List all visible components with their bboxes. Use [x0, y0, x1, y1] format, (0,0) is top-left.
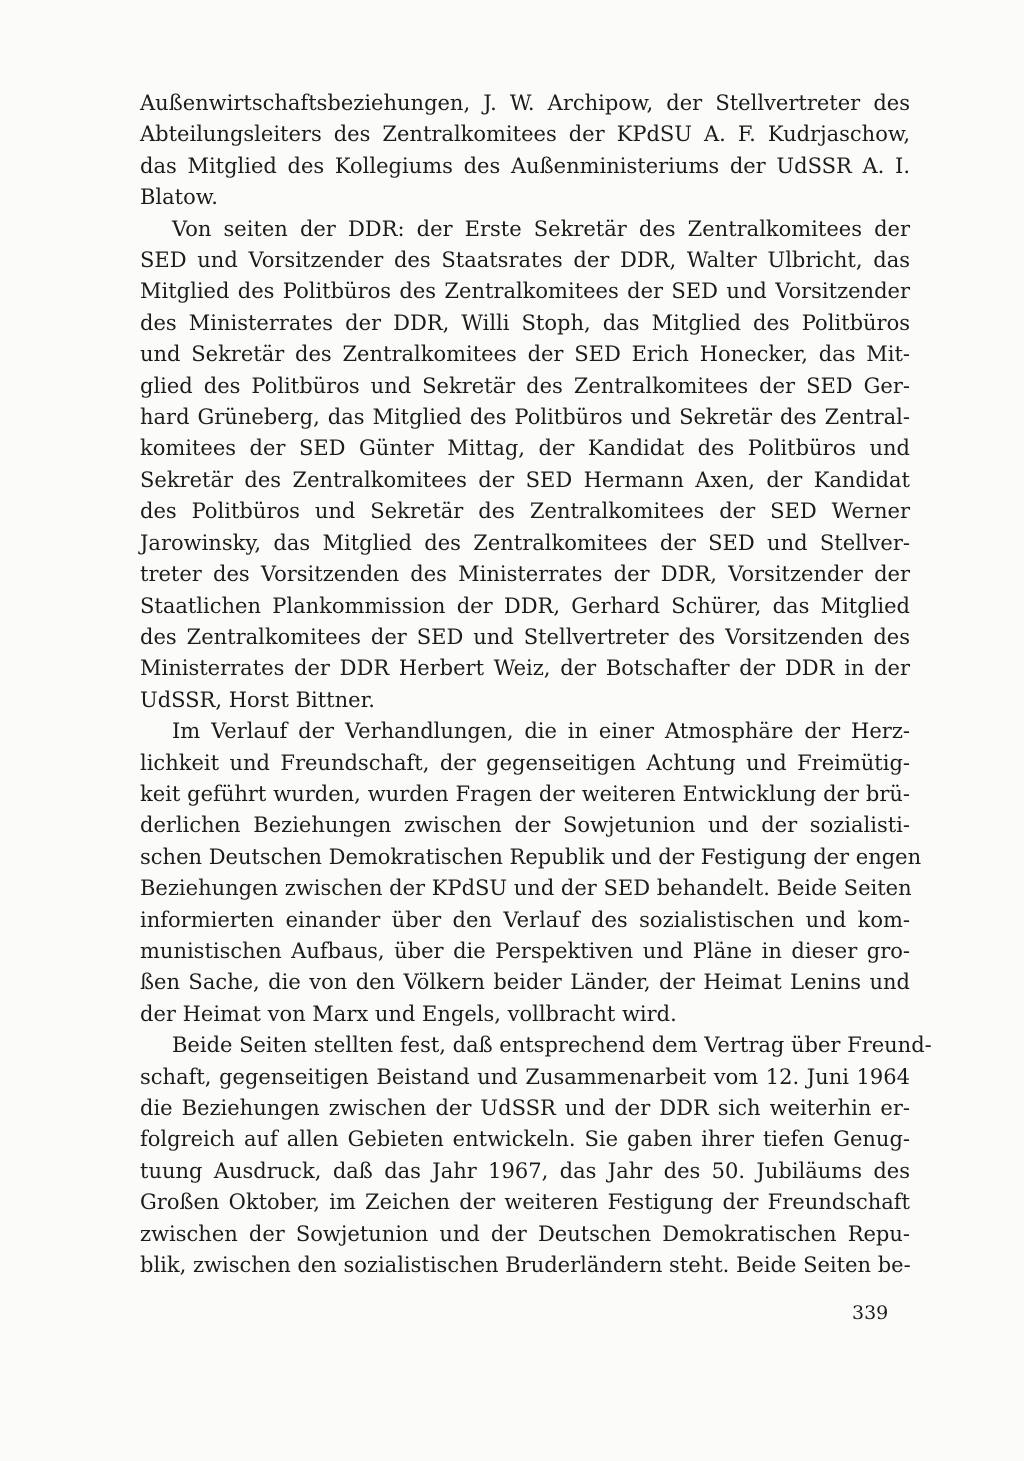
text-line: tuung Ausdruck, daß das Jahr 1967, das Jahr des 50. Jubiläums des — [140, 1158, 910, 1183]
text-line: und Sekretär des Zentralkomitees der SED Erich Honecker, das Mit- — [140, 342, 910, 367]
text-line: hard Grüneberg, das Mitglied des Politbüros und Sekretär des Zentral- — [140, 405, 910, 430]
paragraph-delegation-ussr — [140, 88, 910, 214]
text-line: folgreich auf allen Gebieten entwickeln. Sie gaben ihrer tiefen Genug- — [140, 1127, 910, 1152]
text-line: munistischen Aufbaus, über die Perspektiven und Pläne in dieser gro- — [140, 938, 910, 963]
text-line: komitees der SED Günter Mittag, der Kandidat des Politbüros und — [140, 436, 910, 461]
text-line: Mitglied des Politbüros des Zentralkomitees der SED und Vorsitzender — [140, 279, 910, 304]
text-line: treter des Vorsitzenden des Ministerrates der DDR, Vorsitzender der — [140, 562, 910, 587]
text-line: zwischen der Sowjetunion und der Deutschen Demokratischen Repu- — [140, 1221, 910, 1246]
text-line: schen Deutschen Demokratischen Republik und der Festigung der engen — [140, 844, 922, 869]
text-line: ßen Sache, die von den Völkern beider Länder, der Heimat Lenins und — [140, 970, 910, 995]
text-line: Sekretär des Zentralkomitees der SED Hermann Axen, der Kandidat — [140, 467, 910, 492]
text-line: die Beziehungen zwischen der UdSSR und der DDR sich weiterhin er- — [140, 1096, 910, 1120]
text-line: lichkeit und Freundschaft, der gegenseitigen Achtung und Freimütig- — [140, 750, 910, 775]
text-line: keit geführt wurden, wurden Fragen der weiteren Entwicklung der brü- — [140, 781, 910, 806]
text-line: blik, zwischen den sozialistischen Bruderländern steht. Beide Seiten be- — [140, 1253, 911, 1278]
text-line: des Politbüros und Sekretär des Zentralkomitees der SED Werner — [140, 499, 910, 524]
text-line: Staatlichen Plankommission der DDR, Gerhard Schürer, das Mitglied — [140, 593, 910, 618]
text-line: Beziehungen zwischen der KPdSU und der SED behandelt. Beide Seiten — [140, 876, 912, 901]
text-line: Großen Oktober, im Zeichen der weiteren Festigung der Freundschaft — [140, 1190, 910, 1215]
text-line: schaft, gegenseitigen Beistand und Zusammenarbeit vom 12. Juni 1964 — [140, 1064, 910, 1089]
paragraph-treaty — [140, 1030, 932, 1281]
text-line: Im Verlauf der Verhandlungen, die in einer Atmosphäre der Herz- — [172, 719, 910, 744]
text-line: des Zentralkomitees der SED und Stellvertreter des Vorsitzenden des — [140, 624, 910, 649]
text-line: Von seiten der DDR: der Erste Sekretär des Zentralkomitees der — [172, 216, 910, 241]
document-page — [140, 88, 932, 1281]
text-line: des Ministerrates der DDR, Willi Stoph, das Mitglied des Politbüros — [140, 310, 910, 335]
text-line: der Heimat von Marx und Engels, vollbracht wird. — [140, 1001, 677, 1026]
paragraph-negotiations — [140, 716, 922, 1030]
text-line: glied des Politbüros und Sekretär des Zentralkomitees der SED Ger- — [140, 373, 910, 398]
text-line: Ministerrates der DDR Herbert Weiz, der Botschafter der DDR in der — [140, 656, 910, 681]
text-line: Außenwirtschaftsbeziehungen, J. W. Archipow, der Stellvertreter des — [140, 91, 910, 115]
text-line: SED und Vorsitzender des Staatsrates der DDR, Walter Ulbricht, das — [140, 248, 910, 273]
text-line: derlichen Beziehungen zwischen der Sowjetunion und der sozialisti- — [140, 813, 910, 838]
text-line: informierten einander über den Verlauf des sozialistischen und kom- — [140, 907, 910, 932]
text-line: UdSSR, Horst Bittner. — [140, 687, 375, 712]
text-line: das Mitglied des Kollegiums des Außenministeriums der UdSSR A. I. — [140, 153, 910, 178]
text-line: Abteilungsleiters des Zentralkomitees der KPdSU A. F. Kudrjaschow, — [140, 122, 910, 147]
paragraph-delegation-gdr — [140, 214, 910, 717]
text-line: Beide Seiten stellten fest, daß entsprechend dem Vertrag über Freund- — [172, 1033, 932, 1058]
page-number: 339 — [852, 1302, 889, 1324]
text-line: Jarowinsky, das Mitglied des Zentralkomitees der SED und Stellver- — [140, 530, 910, 555]
text-line: Blatow. — [140, 185, 218, 210]
